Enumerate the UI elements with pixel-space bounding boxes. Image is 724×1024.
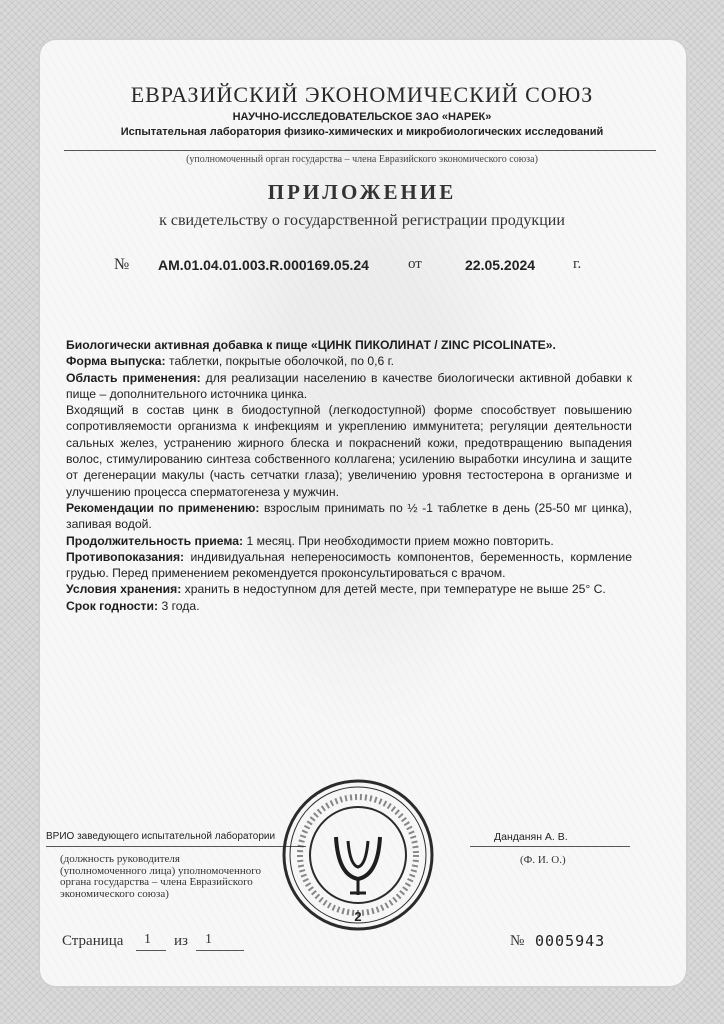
fio-caption: (Ф. И. О.) (520, 854, 566, 866)
authority-caption: (уполномоченный орган государства – члена Евразийского экономического союза) (186, 154, 538, 165)
position-caption (60, 854, 290, 900)
position-caption-line: органа государства – члена Евразийского (60, 876, 253, 888)
registration-date: 22.05.2024 (465, 257, 536, 273)
registration-number: AM.01.04.01.003.R.000169.05.24 (158, 257, 369, 273)
shelf-life-paragraph (66, 598, 632, 614)
seal-center-digit: 2 (354, 909, 362, 924)
serial-sign: № (510, 933, 525, 949)
usage-label: Рекомендации по применению: (66, 500, 260, 515)
form-value: таблетки, покрытые оболочкой, по 0,6 г. (169, 354, 395, 369)
union-heading: ЕВРАЗИЙСКИЙ ЭКОНОМИЧЕСКИЙ СОЮЗ (130, 82, 594, 107)
contraindications-label: Противопоказания: (66, 549, 185, 564)
certificate-body (66, 337, 632, 614)
laboratory-seal (278, 775, 438, 935)
from-label: от (408, 256, 422, 272)
storage-value: хранить в недоступном для детей месте, при температуре не выше 25° С. (184, 582, 606, 597)
position-caption-line: (уполномоченного лица) уполномоченного (60, 864, 261, 877)
contraindications-paragraph (66, 549, 632, 582)
scope-label: Область применения: (66, 370, 201, 385)
page-total-underline (196, 950, 244, 951)
page-of-label: из (174, 933, 188, 949)
position-caption-line: (должность руководителя (60, 853, 180, 865)
page-label: Страница (62, 933, 124, 949)
storage-label: Условия хранения: (66, 582, 182, 597)
name-underline (470, 846, 630, 847)
form-paragraph (66, 353, 632, 369)
signatory-name: Данданян А. В. (494, 831, 568, 843)
header-divider (64, 150, 656, 151)
year-suffix: г. (573, 256, 582, 272)
product-title-paragraph (66, 337, 632, 353)
organization-name: НАУЧНО-ИССЛЕДОВАТЕЛЬСКОЕ ЗАО «НАРЕК» (232, 111, 492, 123)
scope-paragraph (66, 370, 632, 403)
position-underline (46, 846, 306, 847)
usage-value: взрослым принимать по ½ -1 таблетке в день (25-50 мг цинка), запивая водой. (66, 500, 632, 532)
duration-label: Продолжительность приема: (66, 533, 244, 548)
number-sign: № (114, 256, 130, 273)
page-current-underline (136, 950, 166, 951)
product-title: Биологически активная добавка к пище «ЦИНК ПИКОЛИНАТ / ZINC PICOLINATE». (66, 338, 556, 352)
form-label: Форма выпуска: (66, 354, 166, 369)
shelf-life-label: Срок годности: (66, 598, 159, 613)
duration-paragraph (66, 533, 632, 549)
signatory-position: ВРИО заведующего испытательной лаборатории (46, 831, 276, 842)
shelf-life-value: 3 года. (161, 598, 200, 613)
duration-value: 1 месяц. При необходимости прием можно повторить. (246, 533, 554, 548)
description-paragraph: Входящий в состав цинк в биодоступной (легкодоступной) форме способствует повышению сопротивляемости организма к инфекциям и укреплению иммунитета; регуляции деятельности сальных желез, устранению жирного блеска и покраснений кожи, предотвращению выпадения волос, стимулированию синтеза собственного коллагена; усилению выработки инсулина и защите от дегенерации макулы (часть сетчатки глаза); увеличению уровня тестостерона в организме и улучшению процесса сперматогенеза у мужчин. (66, 403, 632, 499)
usage-paragraph (66, 500, 632, 533)
document-title: ПРИЛОЖЕНИЕ (267, 180, 457, 204)
scope-value: для реализации населению в качестве биологически активной добавки к пище – дополнительного источника цинка. (66, 370, 632, 401)
serial-number: 0005943 (535, 932, 606, 950)
document-subtitle: к свидетельству о государственной регистрации продукции (159, 212, 565, 229)
contraindications-value: индивидуальная непереносимость компонентов, беременность, кормление грудью. Перед применением рекомендуется проконсультироваться с врачом. (66, 549, 632, 581)
page-total: 1 (205, 932, 212, 947)
page-current: 1 (144, 932, 151, 947)
laboratory-name: Испытательная лаборатория физико-химических и микробиологических исследований (120, 126, 604, 138)
storage-paragraph (66, 581, 632, 597)
seal-emblem (336, 837, 380, 895)
position-caption-line: экономического союза) (60, 887, 169, 900)
